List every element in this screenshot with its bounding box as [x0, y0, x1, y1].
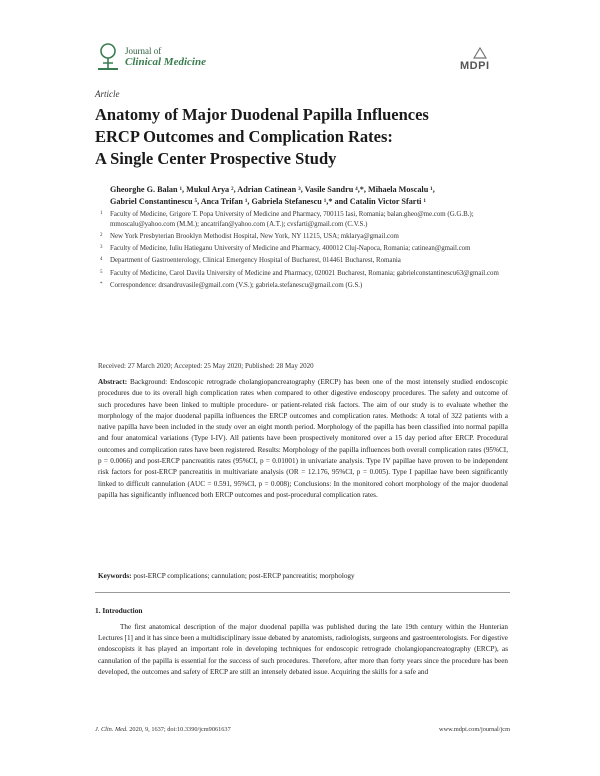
footer-citation: [95, 726, 231, 733]
article-type: Article: [95, 89, 120, 99]
journal-name: [125, 46, 206, 68]
affiliation-text: Faculty of Medicine, Carol Davila University of Medicine and Pharmacy, 020021 Bucharest, Romania; gabrielconstantinescu63@gmail.com: [110, 269, 499, 277]
publisher-logo-icon: [460, 46, 506, 60]
abstract: [98, 377, 508, 501]
affiliation-text: Faculty of Medicine, Grigore T. Popa University of Medicine and Pharmacy, 700115 Iasi, Romania; balan.gheo@me.com (G.G.B.); mmoscalu@yahoo.com (M.M.); ancatrifan@yahoo.com (A.T.); cvsfarti@gmail.com (C.V.S.): [110, 211, 474, 228]
footer-url[interactable]: www.mdpi.com/journal/jcm: [439, 726, 510, 733]
journal-name-small: Journal of: [125, 46, 162, 56]
affiliation-text: Faculty of Medicine, Iuliu Hatieganu University of Medicine and Pharmacy, 400012 Cluj-Napoca, Romania; catinean@gmail.com: [110, 245, 471, 253]
affiliation-item: [98, 244, 518, 254]
authors-line: Gabriel Constantinescu ⁵, Anca Trifan ¹, Gabriela Stefanescu ¹,* and Catalin Victor Sfarti ¹: [110, 196, 426, 206]
affiliation-text: Correspondence: drsandruvasile@gmail.com (V.S.); gabriela.stefanescu@gmail.com (G.S.): [110, 281, 363, 289]
affiliation-marker: 4: [100, 257, 103, 263]
affiliation-text: Department of Gastroenterology, Clinical Emergency Hospital of Bucharest, 014461 Bucharest, Romania: [110, 257, 401, 265]
footer-citation-text: 2020, 9, 1637; doi:10.3390/jcm9061637: [127, 726, 231, 733]
abstract-text: Background: Endoscopic retrograde cholangiopancreatography (ERCP) has been one of the most intensely studied endoscopic procedures due to its overall high complication rates when compared to other digestive endoscopy procedures. The safety and outcome of such procedures have been linked to multiple procedure- or patient-related risk factors. The aim of our study is to evaluate whether the morphology of the major duodenal papilla influences the ERCP outcomes and complication rates. Methods: A total of 322 patients with a native papilla have been included in the study over an eight month period. Morphology of the papilla has been classified into normal papilla and four anatomical variations (Type I-IV). All patients have been prospectively monitored over a 15 day period after ERCP. Procedural outcomes and complication rates have been registered. Results: Morphology of the papilla influences both overall complication rates (95%CI, p = 0.0066) and post-ERCP pancreatitis rates (95%CI, p = 0.01001) in univariate analysis. Type IV papillae have proven to be independent risk factors for post-ERCP pancreatitis in multivariate analysis (OR = 12.176, 95%CI, p = 0.005). Type I papillae have been significantly linked to difficult cannulation (AUC = 0.591, 95%CI, p = 0.008); Conclusions: In the monitored cohort morphology of the major duodenal papilla has significantly influenced both ERCP outcomes and post-procedural complication rates.: [98, 378, 508, 499]
intro-paragraph: The first anatomical description of the major duodenal papilla was published during the late 19th century within the Hunterian Lectures [1] and it has since been a multidisciplinary issue debated by anatomists, radiologists, surgeons and gastroenterologists. For digestive endoscopists it has played an important role in developing techniques for endoscopic retrograde cholangiopancreatography (ERCP), as cannulation of the papilla is essential for the success of such procedures. Therefore, after more than forty years since the procedure has been developed, the outcomes and safety of ERCP are still an intensely debated issue. Acquiring the skills for a safe and: [98, 623, 508, 676]
title-line: Anatomy of Major Duodenal Papilla Influences: [95, 105, 429, 124]
journal-logo: [95, 42, 235, 78]
author-list: [110, 184, 510, 207]
journal-logo-icon: [95, 42, 121, 72]
affiliation-text: New York Presbyterian Brooklyn Methodist Hospital, New York, NY 11215, USA; mklarya@gmail.com: [110, 232, 399, 240]
title-line: ERCP Outcomes and Complication Rates:: [95, 127, 393, 146]
affiliation-marker: 5: [100, 269, 103, 275]
abstract-label: Abstract:: [98, 378, 128, 386]
journal-name-big: Clinical Medicine: [125, 56, 206, 68]
publication-dates: Received: 27 March 2020; Accepted: 25 May 2020; Published: 28 May 2020: [98, 362, 314, 370]
affiliation-marker: *: [100, 281, 103, 287]
authors-line: Gheorghe G. Balan ¹, Mukul Arya ², Adrian Catinean ³, Vasile Sandru ⁴,*, Mihaela Moscalu ¹,: [110, 185, 435, 194]
section-divider: [95, 592, 510, 593]
footer-journal-abbr: J. Clin. Med.: [95, 726, 128, 733]
affiliation-item: [98, 269, 518, 279]
affiliation-marker: 3: [100, 245, 103, 251]
affiliation-marker: 1: [100, 211, 103, 216]
affiliation-marker: 2: [100, 232, 103, 238]
keywords-text: post-ERCP complications; cannulation; post-ERCP pancreatitis; morphology: [131, 572, 355, 580]
affiliation-item: [98, 210, 518, 229]
affiliation-item: [98, 281, 518, 291]
publisher-name: MDPI: [460, 60, 490, 72]
affiliations: [98, 210, 518, 293]
section-heading: 1. Introduction: [95, 606, 143, 615]
affiliation-item: [98, 232, 518, 242]
keywords-label: Keywords:: [98, 572, 132, 580]
keywords: [98, 571, 508, 581]
affiliation-item: [98, 256, 518, 266]
article-title: [95, 104, 515, 170]
title-line: A Single Center Prospective Study: [95, 149, 337, 168]
publisher-logo: [460, 46, 506, 78]
